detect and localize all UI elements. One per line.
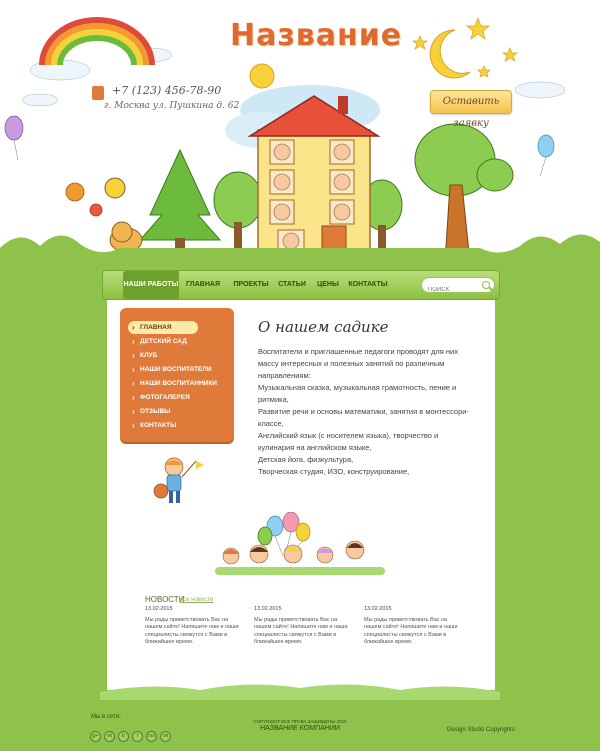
article-line: Воспитатели и приглашенные педагоги проводят для них массу интересных и полезных занятий по различным направлениям:	[258, 347, 458, 380]
flower	[90, 204, 102, 216]
news-item[interactable]	[254, 606, 352, 647]
article-line: Английский язык (с носителем языка), творчество и кулинария на английском языке,	[258, 431, 439, 452]
flower	[66, 183, 84, 201]
company-name: НАЗВАНИЕ КОМПАНИИ	[260, 725, 340, 732]
news-text: Мы рады приветствовать Вас на нашем сайте! Напишите нам и наши специалисты свяжутся с Вами в ближайшее время.	[364, 616, 458, 645]
article-line: Детская йога, физкультура,	[258, 455, 354, 464]
cloud	[22, 94, 58, 106]
balloon	[5, 116, 23, 140]
news-date: 13.02.2015	[254, 606, 282, 612]
article-line: Развитие речи и основы математики, занятия в монтессори-классе,	[258, 407, 469, 428]
search-icon[interactable]	[482, 281, 490, 289]
nav-item-home[interactable]: ГЛАВНАЯ	[186, 281, 220, 288]
news-text: Мы рады приветствовать Вас на нашем сайте! Напишите нам и наши специалисты свяжутся с Вами в ближайшее время.	[145, 616, 239, 645]
star	[413, 36, 427, 49]
nav-item-contacts[interactable]: КОНТАКТЫ	[348, 281, 388, 288]
sidebar-item-gallery[interactable]: › ФОТОГАЛЕРЕЯ	[128, 391, 226, 404]
blog-icon[interactable]: b	[118, 731, 129, 742]
star	[478, 66, 490, 77]
article-title: О нашем садике	[258, 318, 389, 336]
article-body	[258, 346, 470, 478]
phone-number: +7 (123) 456-78-90	[112, 84, 222, 97]
nav-item-works[interactable]: НАШИ РАБОТЫ	[123, 271, 179, 299]
ball	[105, 178, 125, 198]
nav-item-prices[interactable]: ЦЕНЫ	[317, 281, 339, 288]
cloud	[515, 82, 565, 98]
search-input[interactable]	[422, 283, 478, 297]
article-line: Музыкальная сказка, музыкальная грамотность, пение и ритмика,	[258, 383, 457, 404]
site-logo[interactable]: Название	[230, 18, 403, 53]
header	[0, 0, 600, 290]
article-line: Творческая студия, ИЗО, конструирование,	[258, 467, 410, 476]
kids-row-illustration	[195, 512, 395, 580]
sidebar-item-home[interactable]: › ГЛАВНАЯ	[128, 321, 198, 334]
news-item[interactable]	[145, 606, 243, 647]
rss-icon[interactable]: rss	[146, 731, 157, 742]
design-credit[interactable]: Design Studio Copyrights	[447, 727, 515, 733]
news-all-link[interactable]: все новости	[180, 597, 214, 603]
facebook-icon[interactable]: f	[132, 731, 143, 742]
moon	[430, 30, 470, 78]
sidebar-item-kindergarten[interactable]: › ДЕТСКИЙ САД	[128, 335, 226, 348]
balloon	[538, 135, 554, 157]
search-box	[421, 277, 495, 293]
nav-item-projects[interactable]: ПРОЕКТЫ	[233, 281, 269, 288]
star	[503, 48, 517, 61]
main-nav	[102, 270, 500, 300]
pine-tree	[140, 150, 220, 240]
news-date: 13.02.2015	[145, 606, 173, 612]
address: г. Москва ул. Пушкина д. 62	[104, 101, 240, 111]
round-tree	[214, 172, 262, 228]
social-label: Мы в сети:	[91, 714, 121, 720]
sidebar-item-pupils[interactable]: › НАШИ ВОСПИТАННИКИ	[128, 377, 226, 390]
nav-item-articles[interactable]: СТАТЬИ	[278, 281, 306, 288]
vk-icon[interactable]: vk	[104, 731, 115, 742]
star	[467, 18, 489, 39]
news-date: 13.02.2015	[364, 606, 392, 612]
phone-icon	[92, 86, 104, 100]
sidebar-item-club[interactable]: › КЛУБ	[128, 349, 226, 362]
sidebar-menu	[120, 308, 234, 442]
kid-illustration	[152, 455, 208, 510]
request-button[interactable]: Оставить заявку	[430, 90, 512, 114]
news-heading: НОВОСТИ	[145, 595, 185, 604]
sidebar-item-teachers[interactable]: › НАШИ ВОСПИТАТЕЛИ	[128, 363, 226, 376]
footer-grass	[0, 680, 600, 710]
news-item[interactable]	[364, 606, 462, 647]
sidebar-item-contacts[interactable]: › КОНТАКТЫ	[128, 419, 226, 432]
news-text: Мы рады приветствовать Вас на нашем сайте! Напишите нам и наши специалисты свяжутся с Вами в ближайшее время.	[254, 616, 348, 645]
sun	[250, 64, 274, 88]
copyright: COPYRIGHT ВСЕ ПРАВА ЗАЩИЩЕНЫ 2015	[253, 719, 347, 724]
sidebar-item-reviews[interactable]: › ОТЗЫВЫ	[128, 405, 226, 418]
google-plus-icon[interactable]: g+	[90, 731, 101, 742]
odnoklassniki-icon[interactable]: ok	[160, 731, 171, 742]
